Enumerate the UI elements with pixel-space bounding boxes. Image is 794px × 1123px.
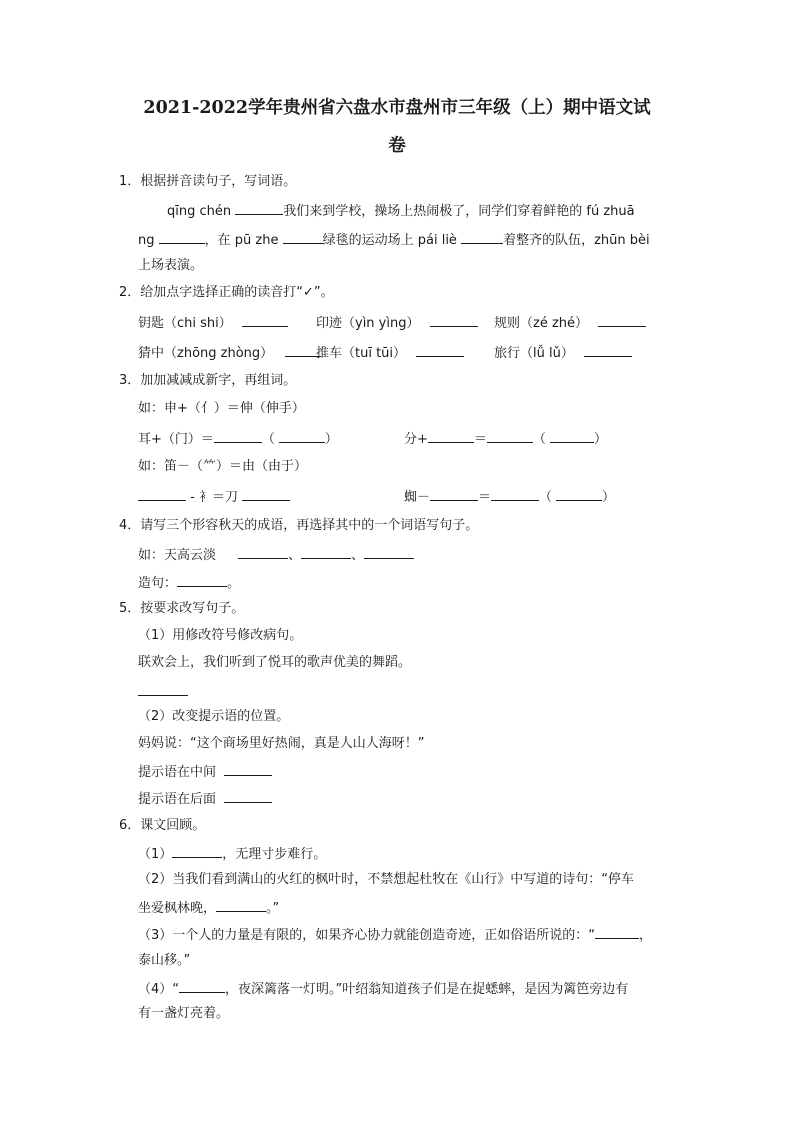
q2-option-text: 旅行（lǚ lǔ） bbox=[494, 346, 574, 361]
answer-blank[interactable] bbox=[238, 545, 288, 559]
answer-blank[interactable] bbox=[461, 230, 503, 244]
q6-text: ，夜深篱落一灯明。”叶绍翁知道孩子们是在捉蟋蟀，是因为篱笆旁边有 bbox=[225, 982, 629, 997]
q3-text: （ bbox=[539, 490, 553, 505]
q6-item-2a: （2）当我们看到满山的火红的枫叶时，不禁想起杜牧在《山行》中写道的诗句：“停车 bbox=[138, 872, 635, 887]
q2-heading: 2．给加点字选择正确的读音打“✓”。 bbox=[119, 285, 334, 300]
q6-text: （3）一个人的力量是有限的，如果齐心协力就能创造奇迹，正如俗语所说的：“ bbox=[138, 928, 596, 943]
q3-example-2: 如：笛－（⺮）＝由（由于） bbox=[138, 459, 308, 474]
q6-text: 。” bbox=[266, 901, 280, 916]
answer-blank[interactable] bbox=[179, 979, 225, 993]
answer-blank[interactable] bbox=[138, 682, 188, 696]
answer-blank[interactable] bbox=[242, 313, 288, 327]
answer-blank[interactable] bbox=[430, 487, 478, 501]
answer-blank[interactable] bbox=[598, 313, 646, 327]
q3-item-c bbox=[138, 487, 290, 507]
answer-blank[interactable] bbox=[224, 789, 272, 803]
q2-item-b bbox=[316, 313, 478, 333]
q5-text: 提示语在后面 bbox=[138, 792, 217, 807]
q3-text: ） bbox=[324, 432, 338, 447]
q3-text: ） bbox=[593, 432, 607, 447]
pinyin-ng: ng bbox=[138, 233, 155, 248]
q3-text: 耳+（门）＝ bbox=[138, 432, 214, 447]
q2-option-text: 猜中（zhōng zhòng） bbox=[138, 346, 274, 361]
q5-back bbox=[138, 789, 272, 809]
answer-blank[interactable] bbox=[216, 898, 266, 912]
q3-item-a bbox=[138, 429, 338, 449]
q2-item-a bbox=[138, 313, 288, 333]
answer-blank[interactable] bbox=[242, 487, 290, 501]
answer-blank[interactable] bbox=[172, 844, 222, 858]
q2-item-f bbox=[494, 343, 632, 363]
q6-item-4a bbox=[138, 979, 628, 999]
answer-blank[interactable] bbox=[283, 230, 323, 244]
q3-text: ＝ bbox=[473, 432, 487, 447]
q3-text: （ bbox=[261, 432, 275, 447]
answer-blank[interactable] bbox=[138, 487, 186, 501]
q5-text: 提示语在中间 bbox=[138, 765, 217, 780]
q1-text: ，在 pū zhe bbox=[204, 233, 279, 248]
q3-item-b bbox=[404, 429, 607, 449]
answer-blank[interactable] bbox=[301, 545, 351, 559]
q3-heading: 3．加加减减成新字，再组词。 bbox=[119, 373, 297, 388]
q4-heading: 4．请写三个形容秋天的成语，再选择其中的一个词语写句子。 bbox=[119, 518, 479, 533]
answer-blank[interactable] bbox=[159, 230, 205, 244]
q1-heading: 1．根据拼音读句子，写词语。 bbox=[119, 174, 297, 189]
q1-line2 bbox=[138, 230, 650, 250]
q6-text: （4）“ bbox=[138, 982, 180, 997]
q3-text: 分+ bbox=[404, 432, 428, 447]
answer-blank[interactable] bbox=[491, 487, 539, 501]
q5-middle bbox=[138, 762, 272, 782]
q5-heading: 5．按要求改写句子。 bbox=[119, 601, 245, 616]
answer-blank[interactable] bbox=[430, 313, 478, 327]
q6-text: 坐爱枫林晚， bbox=[138, 901, 217, 916]
answer-blank[interactable] bbox=[584, 343, 632, 357]
q3-text: ） bbox=[602, 490, 616, 505]
q3-text: - 衤＝刀 bbox=[190, 490, 238, 505]
q2-option-text: 推车（tuī tūi） bbox=[316, 346, 407, 361]
answer-blank[interactable] bbox=[224, 762, 272, 776]
page-title-cont: 卷 bbox=[388, 136, 406, 156]
q1-text: 绿毯的运动场上 pái liè bbox=[322, 233, 457, 248]
q4-text: 、 bbox=[351, 548, 365, 563]
answer-blank[interactable] bbox=[214, 429, 262, 443]
q1-text: 我们来到学校，操场上热闹极了，同学们穿着鲜艳的 fú zhuā bbox=[283, 204, 635, 219]
answer-blank[interactable] bbox=[364, 545, 414, 559]
pinyin-qingchen: qīng chén bbox=[167, 204, 232, 219]
q5-sub-2: （2）改变提示语的位置。 bbox=[138, 709, 290, 724]
q6-item-2b bbox=[138, 898, 279, 918]
answer-blank[interactable] bbox=[550, 429, 594, 443]
q3-text: ＝ bbox=[478, 490, 492, 505]
q5-answer-1 bbox=[138, 682, 188, 702]
q2-item-d bbox=[138, 343, 321, 363]
answer-blank[interactable] bbox=[177, 573, 227, 587]
answer-blank[interactable] bbox=[235, 201, 283, 215]
q2-option-text: 规则（zé zhé） bbox=[494, 316, 589, 331]
q6-text: ，无理寸步难行。 bbox=[222, 847, 327, 862]
q4-text: 造句： bbox=[138, 576, 178, 591]
q4-text: 如：天高云淡 bbox=[138, 548, 217, 563]
q6-item-1 bbox=[138, 844, 326, 864]
q2-option-text: 钥匙（chi shi） bbox=[138, 316, 232, 331]
q5-sub-1: （1）用修改符号修改病句。 bbox=[138, 628, 303, 643]
q4-text: 、 bbox=[288, 548, 302, 563]
q4-sentence bbox=[138, 573, 240, 593]
q6-heading: 6．课文回顾。 bbox=[119, 818, 206, 833]
q3-example-1: 如：申+（亻）＝伸（伸手） bbox=[138, 401, 305, 416]
q3-text: 蜘－ bbox=[404, 490, 431, 505]
q1-line3: 上场表演。 bbox=[138, 258, 204, 273]
q6-text: ， bbox=[639, 928, 653, 943]
q6-item-3b: 泰山移。” bbox=[138, 953, 191, 968]
page-title: 2021-2022学年贵州省六盘水市盘州市三年级（上）期中语文试 bbox=[143, 98, 651, 118]
answer-blank[interactable] bbox=[428, 429, 474, 443]
answer-blank[interactable] bbox=[279, 429, 325, 443]
q2-item-c bbox=[494, 313, 646, 333]
q6-text: （1） bbox=[138, 847, 173, 862]
q6-item-3a bbox=[138, 925, 652, 945]
answer-blank[interactable] bbox=[595, 925, 639, 939]
answer-blank[interactable] bbox=[556, 487, 602, 501]
q2-item-e bbox=[316, 343, 464, 363]
q1-line1 bbox=[167, 201, 635, 221]
q4-text: 。 bbox=[227, 576, 241, 591]
q3-item-d bbox=[404, 487, 615, 507]
q3-text: （ bbox=[532, 432, 546, 447]
q4-example bbox=[138, 545, 414, 565]
answer-blank[interactable] bbox=[416, 343, 464, 357]
q5-sentence-1: 联欢会上，我们听到了悦耳的歌声优美的舞蹈。 bbox=[138, 655, 412, 670]
q5-sentence-2: 妈妈说：“这个商场里好热闹，真是人山人海呀！” bbox=[138, 736, 425, 751]
q2-option-text: 印迹（yìn yìng） bbox=[316, 316, 420, 331]
q1-text: 着整齐的队伍，zhūn bèi bbox=[503, 233, 650, 248]
q6-item-4b: 有一盏灯亮着。 bbox=[138, 1006, 230, 1021]
answer-blank[interactable] bbox=[487, 429, 533, 443]
